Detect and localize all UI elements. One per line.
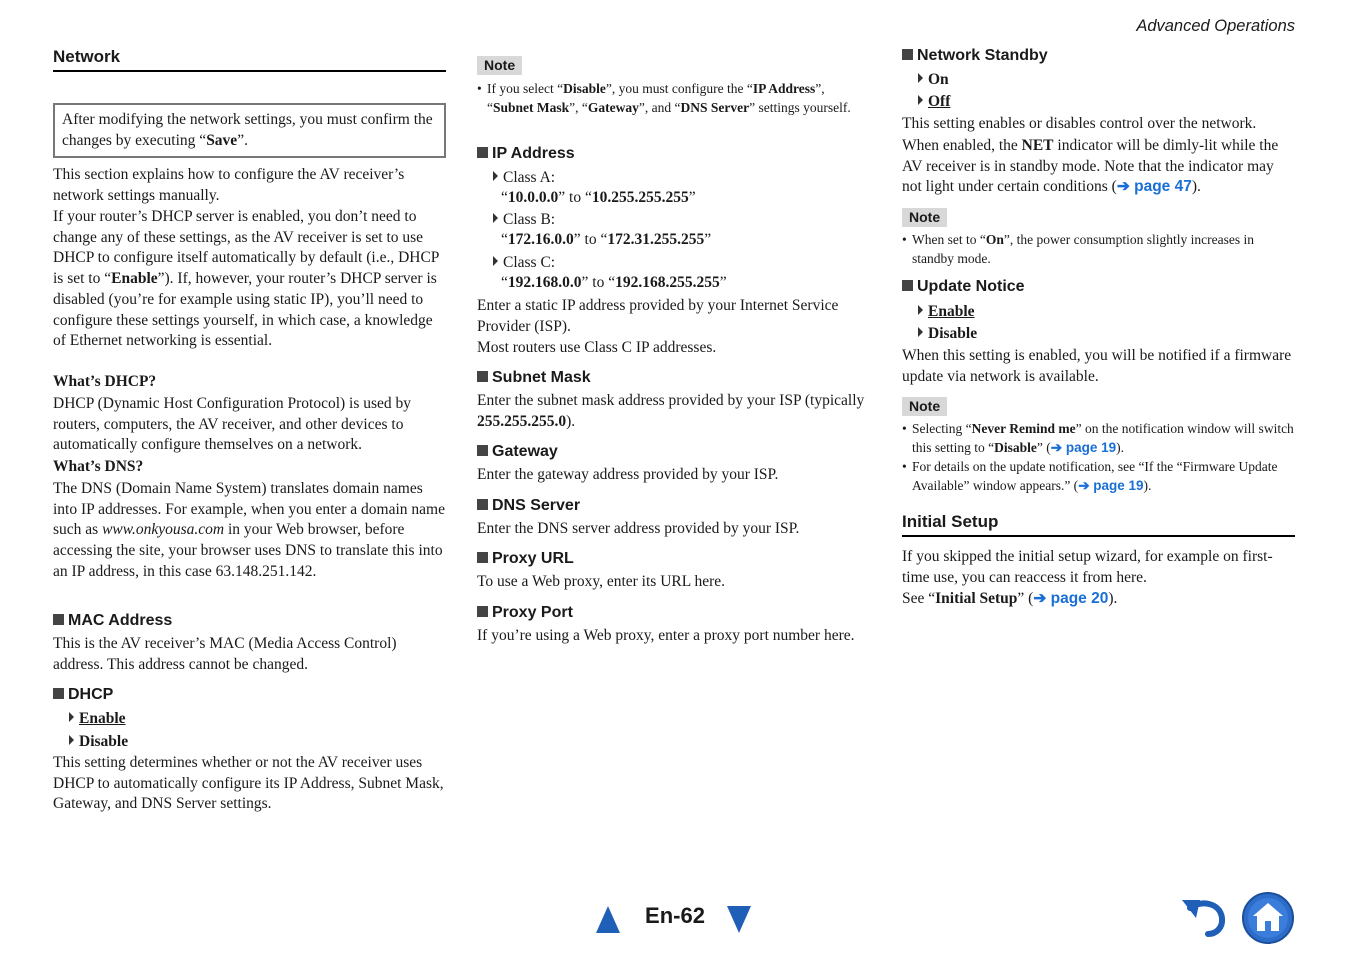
range-to-word: ” to “ bbox=[558, 189, 592, 206]
note-item bbox=[477, 79, 872, 117]
note-item bbox=[902, 230, 1295, 268]
intro2-enable-word: Enable bbox=[111, 270, 158, 288]
triangle-bullet-icon bbox=[493, 213, 498, 223]
update-text: When this setting is enabled, you will be notified if a firmware update via network is available. bbox=[902, 347, 1292, 385]
update-option-enable bbox=[918, 302, 975, 322]
note-text: ”, “ bbox=[487, 81, 825, 115]
intro2-text-end: ”). If, however, your router’s DHCP server is disabled (you’re for example using static IP), you’ll need to configure these settings yourself, in which case, a knowledge of Ethernet networking is essential. bbox=[53, 270, 437, 350]
initial-text-end: ). bbox=[1108, 590, 1118, 607]
note-label: Note bbox=[902, 397, 947, 416]
dhcp-question: What’s DHCP? bbox=[53, 373, 157, 390]
standby-text-2-end: ). bbox=[1191, 178, 1201, 196]
class-a-label bbox=[493, 168, 555, 188]
triangle-bullet-icon bbox=[918, 73, 923, 83]
square-bullet-icon bbox=[902, 280, 913, 291]
class-a-text: Class A: bbox=[503, 169, 556, 186]
update-title: Update Notice bbox=[917, 278, 1025, 295]
up-arrow-icon[interactable] bbox=[596, 906, 620, 934]
ip-title: IP Address bbox=[492, 145, 575, 162]
note-text: ”, “ bbox=[569, 100, 588, 115]
subsection-dns-server bbox=[477, 497, 580, 515]
initial-setup-bold: Initial Setup bbox=[935, 590, 1018, 607]
note-item bbox=[902, 419, 1295, 457]
class-b-label bbox=[493, 210, 555, 230]
dhcp-text: This setting determines whether or not the AV receiver uses DHCP to automatically configure its IP Address, Subnet Mask, Gateway, and DNS Server settings. bbox=[53, 754, 444, 813]
proxy-url-text: To use a Web proxy, enter its URL here. bbox=[477, 573, 726, 590]
note-text: If you select “ bbox=[487, 81, 564, 96]
subsection-ip-address bbox=[477, 145, 575, 163]
quote: “ bbox=[501, 189, 508, 206]
quote: ” bbox=[719, 274, 727, 291]
page-19-link[interactable]: ➔ page 19 bbox=[1050, 440, 1117, 455]
subnet-text-post: ). bbox=[566, 412, 576, 430]
note-text: ). bbox=[1143, 478, 1152, 493]
note-text: ). bbox=[1116, 440, 1124, 455]
dns-text: Enter the DNS server address provided by your ISP. bbox=[477, 520, 800, 537]
dhcp-option-disable-label: Disable bbox=[79, 733, 129, 750]
update-option-disable-label: Disable bbox=[928, 325, 978, 342]
class-b-range bbox=[501, 230, 711, 250]
note-bold: Disable bbox=[994, 440, 1037, 455]
note-item bbox=[902, 457, 1295, 495]
note-label: Note bbox=[902, 208, 947, 227]
note-text: ”, the power consumption slightly increases in standby mode. bbox=[912, 232, 1254, 266]
standby-text-2-post: indicator will be dimly-lit while the AV receiver is in standby mode. Note that the indicator may not light under certain conditions ( bbox=[902, 137, 1279, 196]
note-text: ” on the notification window will switch this setting to “ bbox=[912, 421, 1294, 455]
subsection-update-notice bbox=[902, 278, 1025, 296]
note-text: For details on the update notification, see “If the “Firmware Update Available” window appears.” ( bbox=[912, 459, 1278, 493]
note-text: ” ( bbox=[1036, 440, 1051, 455]
page-number: En-62 bbox=[645, 903, 705, 928]
page-header-title: Advanced Operations bbox=[1136, 17, 1295, 35]
note-text: When set to “ bbox=[912, 232, 986, 247]
subsection-network-standby bbox=[902, 47, 1048, 65]
subsection-subnet-mask bbox=[477, 369, 591, 387]
note-bold: DNS Server bbox=[680, 100, 750, 115]
standby-option-off-label: Off bbox=[928, 93, 951, 110]
mac-title: MAC Address bbox=[68, 612, 173, 629]
subsection-gateway bbox=[477, 443, 558, 461]
quote: “ bbox=[501, 274, 508, 291]
subnet-title: Subnet Mask bbox=[492, 369, 591, 386]
subsection-proxy-port bbox=[477, 604, 573, 622]
range-to-word: ” to “ bbox=[573, 231, 608, 248]
triangle-bullet-icon bbox=[69, 712, 74, 722]
back-arrow-icon[interactable] bbox=[1180, 896, 1230, 938]
intro-paragraph-1: This section explains how to configure the AV receiver’s network settings manually. bbox=[53, 166, 405, 204]
dhcp-answer: DHCP (Dynamic Host Configuration Protocol) is used by routers, computers, the AV receiver, and other devices to automatically configure themselves on a network. bbox=[53, 395, 412, 454]
page-19-link[interactable]: ➔ page 19 bbox=[1078, 478, 1144, 493]
down-arrow-icon[interactable] bbox=[727, 906, 751, 934]
square-bullet-icon bbox=[902, 49, 913, 60]
section-title-network: Network bbox=[53, 47, 446, 72]
triangle-bullet-icon bbox=[918, 327, 923, 337]
page-20-link[interactable]: ➔ page 20 bbox=[1033, 590, 1109, 607]
square-bullet-icon bbox=[477, 499, 488, 510]
subnet-value: 255.255.255.0 bbox=[477, 412, 567, 430]
class-c-range bbox=[501, 273, 727, 293]
ip-text-1: Enter a static IP address provided by your Internet Service Provider (ISP). bbox=[477, 297, 839, 335]
notice-text-end: ”. bbox=[237, 131, 248, 149]
quote: “ bbox=[501, 231, 508, 248]
dns-answer-text-end: in your Web browser, before accessing the site, your browser uses DNS to translate this into an IP address, in this case 63.148.251.142. bbox=[53, 521, 443, 580]
intro-paragraph-2 bbox=[53, 207, 446, 352]
notice-save-word: Save bbox=[206, 131, 238, 149]
note-text: ”, you must configure the “ bbox=[605, 81, 753, 96]
standby-title: Network Standby bbox=[917, 47, 1048, 64]
class-a-range bbox=[501, 188, 696, 208]
initial-setup-text-1: If you skipped the initial setup wizard, for example on first-time use, you can reaccess it from here. bbox=[902, 548, 1273, 586]
dns-answer-text: The DNS (Domain Name System) translates domain names into IP addresses. For example, when you enter a domain name such as bbox=[53, 480, 445, 539]
square-bullet-icon bbox=[53, 614, 64, 625]
note-bold: Gateway bbox=[587, 100, 639, 115]
dns-title: DNS Server bbox=[492, 497, 581, 514]
triangle-bullet-icon bbox=[69, 735, 74, 745]
initial-text-pre: See “ bbox=[902, 590, 936, 607]
initial-text-mid: ” ( bbox=[1017, 590, 1034, 607]
square-bullet-icon bbox=[477, 445, 488, 456]
note-text: ”, and “ bbox=[638, 100, 681, 115]
subsection-proxy-url bbox=[477, 550, 574, 568]
range-from: 10.0.0.0 bbox=[507, 189, 559, 206]
range-to: 192.168.255.255 bbox=[615, 274, 720, 291]
quote: ” bbox=[704, 231, 712, 248]
note-bold: Never Remind me bbox=[971, 421, 1076, 436]
ip-text-2: Most routers use Class C IP addresses. bbox=[477, 339, 717, 356]
section-title-initial-setup: Initial Setup bbox=[902, 512, 1295, 537]
gateway-text: Enter the gateway address provided by your ISP. bbox=[477, 466, 779, 483]
class-b-text: Class B: bbox=[503, 211, 556, 228]
note-bold: Disable bbox=[563, 81, 606, 96]
note-bold: Subnet Mask bbox=[493, 100, 570, 115]
standby-text-2-pre: When enabled, the bbox=[902, 137, 1022, 154]
standby-text-2 bbox=[902, 136, 1295, 198]
note-text: Selecting “ bbox=[912, 421, 972, 436]
class-c-label bbox=[493, 253, 555, 273]
square-bullet-icon bbox=[477, 147, 488, 158]
intro2-text: If your router’s DHCP server is enabled, you don’t need to change any of these settings, as the AV receiver is set to use DHCP to configure itself automatically by default (i.e., DHCP is set to “ bbox=[53, 208, 439, 288]
note-label: Note bbox=[477, 56, 522, 75]
dhcp-option-disable bbox=[69, 732, 128, 752]
range-to-word: ” to “ bbox=[581, 274, 616, 291]
range-from: 172.16.0.0 bbox=[507, 231, 574, 248]
square-bullet-icon bbox=[477, 552, 488, 563]
standby-option-off bbox=[918, 92, 950, 112]
proxy-url-title: Proxy URL bbox=[492, 550, 574, 567]
subnet-text bbox=[477, 391, 872, 432]
note-text: ” settings yourself. bbox=[749, 100, 851, 115]
page-47-link[interactable]: ➔ page 47 bbox=[1116, 178, 1192, 196]
home-icon[interactable] bbox=[1241, 891, 1295, 945]
triangle-bullet-icon bbox=[918, 305, 923, 315]
dns-question: What’s DNS? bbox=[53, 458, 144, 475]
dhcp-option-enable-label: Enable bbox=[79, 710, 126, 727]
standby-text-1: This setting enables or disables control over the network. bbox=[902, 115, 1257, 132]
note-bold: IP Address bbox=[752, 81, 816, 96]
dhcp-title: DHCP bbox=[68, 686, 114, 703]
standby-option-on bbox=[918, 70, 949, 90]
class-c-text: Class C: bbox=[503, 254, 556, 271]
square-bullet-icon bbox=[477, 606, 488, 617]
dhcp-option-enable bbox=[69, 709, 126, 729]
update-option-disable bbox=[918, 324, 977, 344]
subsection-dhcp bbox=[53, 686, 113, 704]
update-option-enable-label: Enable bbox=[928, 303, 975, 320]
note-bold: On bbox=[985, 232, 1004, 247]
subsection-mac-address bbox=[53, 612, 172, 630]
triangle-bullet-icon bbox=[493, 171, 498, 181]
save-notice-box bbox=[53, 103, 446, 158]
standby-option-on-label: On bbox=[928, 71, 949, 88]
square-bullet-icon bbox=[53, 688, 64, 699]
gateway-title: Gateway bbox=[492, 443, 558, 460]
mac-text: This is the AV receiver’s MAC (Media Access Control) address. This address cannot be changed. bbox=[53, 635, 397, 673]
net-indicator-word: NET bbox=[1021, 137, 1054, 154]
dns-answer bbox=[53, 479, 446, 583]
range-to: 10.255.255.255 bbox=[591, 189, 689, 206]
quote: ” bbox=[688, 189, 696, 206]
triangle-bullet-icon bbox=[918, 95, 923, 105]
notice-text: After modifying the network settings, you must confirm the changes by executing “ bbox=[62, 111, 433, 149]
proxy-port-title: Proxy Port bbox=[492, 604, 573, 621]
triangle-bullet-icon bbox=[493, 256, 498, 266]
dns-example-domain: www.onkyousa.com bbox=[102, 521, 225, 539]
initial-setup-text-2 bbox=[902, 589, 1295, 610]
subnet-text-pre: Enter the subnet mask address provided by your ISP (typically bbox=[477, 392, 865, 409]
square-bullet-icon bbox=[477, 371, 488, 382]
range-from: 192.168.0.0 bbox=[507, 274, 582, 291]
proxy-port-text: If you’re using a Web proxy, enter a proxy port number here. bbox=[477, 627, 855, 644]
range-to: 172.31.255.255 bbox=[607, 231, 705, 248]
